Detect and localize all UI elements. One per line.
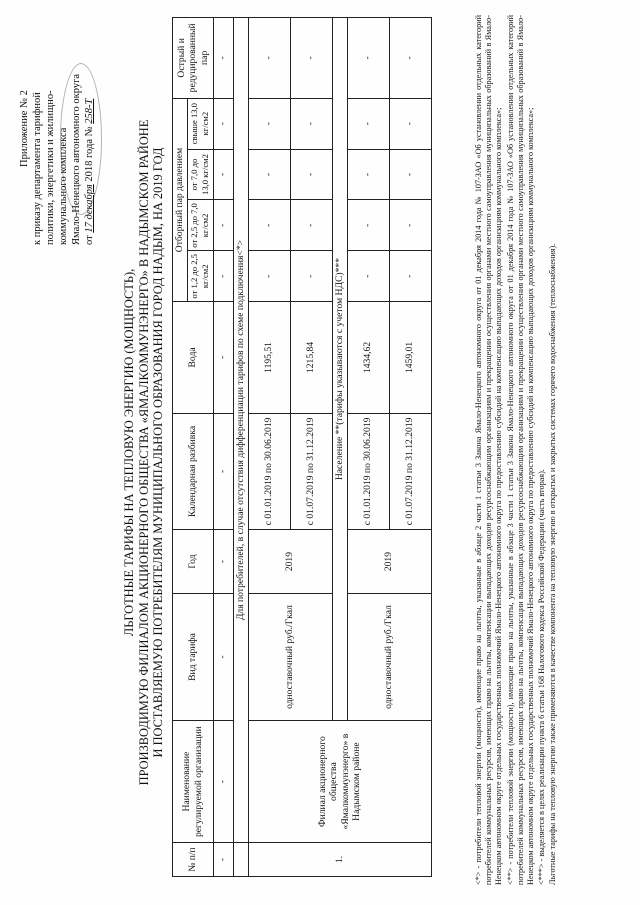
dash-row	[213, 18, 233, 877]
footnote-3: <***> - выделяется в целях реализации пункта 6 статьи 168 Налогового кодекса Российской Федерации (часть вторая).	[537, 469, 547, 885]
period: с 01.07.2019 по 31.12.2019	[290, 413, 332, 530]
header-water: Вода	[173, 302, 214, 413]
cell-dash: -	[248, 149, 290, 200]
cell-dash: -	[213, 302, 233, 413]
cell-dash: -	[290, 251, 332, 302]
tariff-year: 2019	[248, 530, 332, 594]
header-row	[173, 18, 188, 877]
water-value: 1195,51	[248, 302, 290, 413]
cell-dash: -	[248, 18, 290, 99]
header-steam-c2: от 2,5 до 7,0 кг/см2	[187, 200, 213, 251]
footnote-4: Льготные тарифы на тепловую энергию также применяются в качестве компонента на тепловую энергию в открытых и закрытых системах горячего водоснабжения (теплоснабжения).	[548, 243, 558, 885]
section-row-1	[233, 18, 248, 877]
cell-dash: -	[213, 843, 233, 877]
tariff-type: одноставочный руб./Гкал	[248, 593, 332, 720]
header-type: Вид тарифа	[173, 593, 214, 720]
appendix-date-prefix: от	[84, 235, 95, 245]
cell-dash: -	[290, 149, 332, 200]
tariff-table	[172, 17, 432, 877]
document-title	[122, 20, 166, 885]
header-org: Наименование регулируемой организации	[173, 721, 214, 843]
cell-dash: -	[290, 98, 332, 149]
cell-dash: -	[213, 200, 233, 251]
section-title-population: Население **(тарифы указываются с учетом НДС)***	[332, 18, 347, 721]
appendix-line: коммунального комплекса	[58, 127, 69, 245]
title-line-2: ПРОИЗВОДИМУЮ ФИЛИАЛОМ АКЦИОНЕРНОГО ОБЩЕСТВА «ЯМАЛКОММУНЭНЕРГО» В НАДЫМСКОМ РАЙОНЕ	[136, 119, 151, 786]
header-steam-c3: от 7,0 до 13,0 кг/см2	[187, 149, 213, 200]
cell-dash: -	[248, 251, 290, 302]
appendix-line: Ямало-Ненецкого автономного округа	[71, 73, 82, 245]
cell-blank	[233, 843, 248, 877]
cell-dash: -	[213, 251, 233, 302]
cell-dash: -	[213, 593, 233, 720]
header-steam-c1: от 1,2 до 2,5 кг/см2	[187, 251, 213, 302]
section-title-consumers: Для потребителей, в случае отсутствия дифференциации тарифов по схеме подключения<*>	[233, 18, 248, 843]
organization-name: Филиал акционерного общества «Ямалкоммунэнерго» в Надымском районе	[248, 721, 431, 843]
water-value: 1434,62	[347, 302, 389, 413]
cell-dash: -	[248, 98, 290, 149]
water-value: 1215,84	[290, 302, 332, 413]
appendix-year: 2018 года №	[84, 126, 95, 182]
appendix-date: 17 декабря	[84, 184, 95, 233]
header-steam: Отборный пар давлением	[173, 98, 188, 302]
cell-dash: -	[347, 251, 389, 302]
cell-dash: -	[213, 149, 233, 200]
water-value: 1459,01	[389, 302, 431, 413]
cell-dash: -	[248, 200, 290, 251]
cell-dash: -	[347, 149, 389, 200]
cell-dash: -	[213, 98, 233, 149]
cell-dash: -	[213, 413, 233, 530]
header-year: Год	[173, 530, 214, 594]
header-steam-c4: свыше 13,0 кг/см2	[187, 98, 213, 149]
cell-dash: -	[389, 98, 431, 149]
title-line-1: ЛЬГОТНЫЕ ТАРИФЫ НА ТЕПЛОВУЮ ЭНЕРГИЮ (МОЩНОСТЬ),	[122, 268, 136, 637]
row-number: 1.	[248, 843, 431, 877]
cell-dash: -	[213, 18, 233, 99]
cell-dash: -	[389, 149, 431, 200]
footnotes	[474, 15, 560, 885]
cell-dash: -	[389, 18, 431, 99]
footnote-1: <*> - потребители тепловой энергии (мощности), имеющие право на льготы, указанные в абзаце 2 части 1 статьи 3 Закона Ямало-Ненецкого автономного округа от 01 декабря 2014 года № 107-ЗАО «Об установлении отдельных категорий потребителей коммунальных ресурсов, имеющих право на льготы, компенсации выпадающих доходов ресурсоснабжающим организациям и прекращении осуществления органами местного самоуправления муниципальных образований в Ямало-Ненецком автономном округе отдельных государственных полномочий Ямало-Ненецкого автономного округа по предоставлению субсидий на компенсацию выпадающих доходов организациям коммунального комплекса»;	[474, 15, 504, 885]
cell-dash: -	[213, 530, 233, 594]
footnote-2: <**> - потребители тепловой энергии (мощности), имеющие право на льготы, указанные в абзаце 3 части 1 статьи 3 Закона Ямало-Ненецкого автономного округа от 01 декабря 2014 года № 107-ЗАО «Об установлении отдельных категорий потребителей коммунальных ресурсов, имеющих право на льготы, компенсации выпадающих доходов ресурсоснабжающим организациям и прекращении осуществления органами местного самоуправления муниципальных образований в Ямало-Ненецком автономном округе отдельных государственных полномочий Ямало-Ненецкого автономного округа по предоставлению субсидий на компенсацию выпадающих доходов организациям коммунального комплекса»;	[505, 15, 536, 885]
cell-dash: -	[290, 18, 332, 99]
header-sharp: Острый и редуцированный пар	[173, 18, 214, 99]
appendix-order-number: 258-Т	[84, 98, 95, 124]
tariff-type: одноставочный руб./Гкал	[347, 593, 431, 720]
cell-dash: -	[213, 721, 233, 843]
appendix-line: политики, энергетики и жилищно-	[45, 90, 56, 245]
period: с 01.01.2019 по 30.06.2019	[248, 413, 290, 530]
cell-dash: -	[389, 251, 431, 302]
period: с 01.07.2019 по 31.12.2019	[389, 413, 431, 530]
title-line-3: И ПОСТАВЛЯЕМУЮ ПОТРЕБИТЕЛЯМ МУНИЦИПАЛЬНОГО ОБРАЗОВАНИЯ ГОРОД НАДЫМ, НА 2019 ГОД	[151, 147, 165, 758]
official-stamp	[60, 63, 102, 215]
header-calendar: Календарная разбивка	[173, 413, 214, 530]
header-num: № п/п	[173, 843, 214, 877]
cell-dash: -	[290, 200, 332, 251]
cell-dash: -	[347, 200, 389, 251]
cell-dash: -	[389, 200, 431, 251]
cell-dash: -	[347, 98, 389, 149]
period: с 01.01.2019 по 30.06.2019	[347, 413, 389, 530]
table-row	[248, 18, 290, 877]
cell-dash: -	[347, 18, 389, 99]
appendix-number: Приложение № 2	[19, 90, 30, 167]
appendix-line: к приказу департамента тарифной	[32, 92, 43, 245]
tariff-year: 2019	[347, 530, 431, 594]
